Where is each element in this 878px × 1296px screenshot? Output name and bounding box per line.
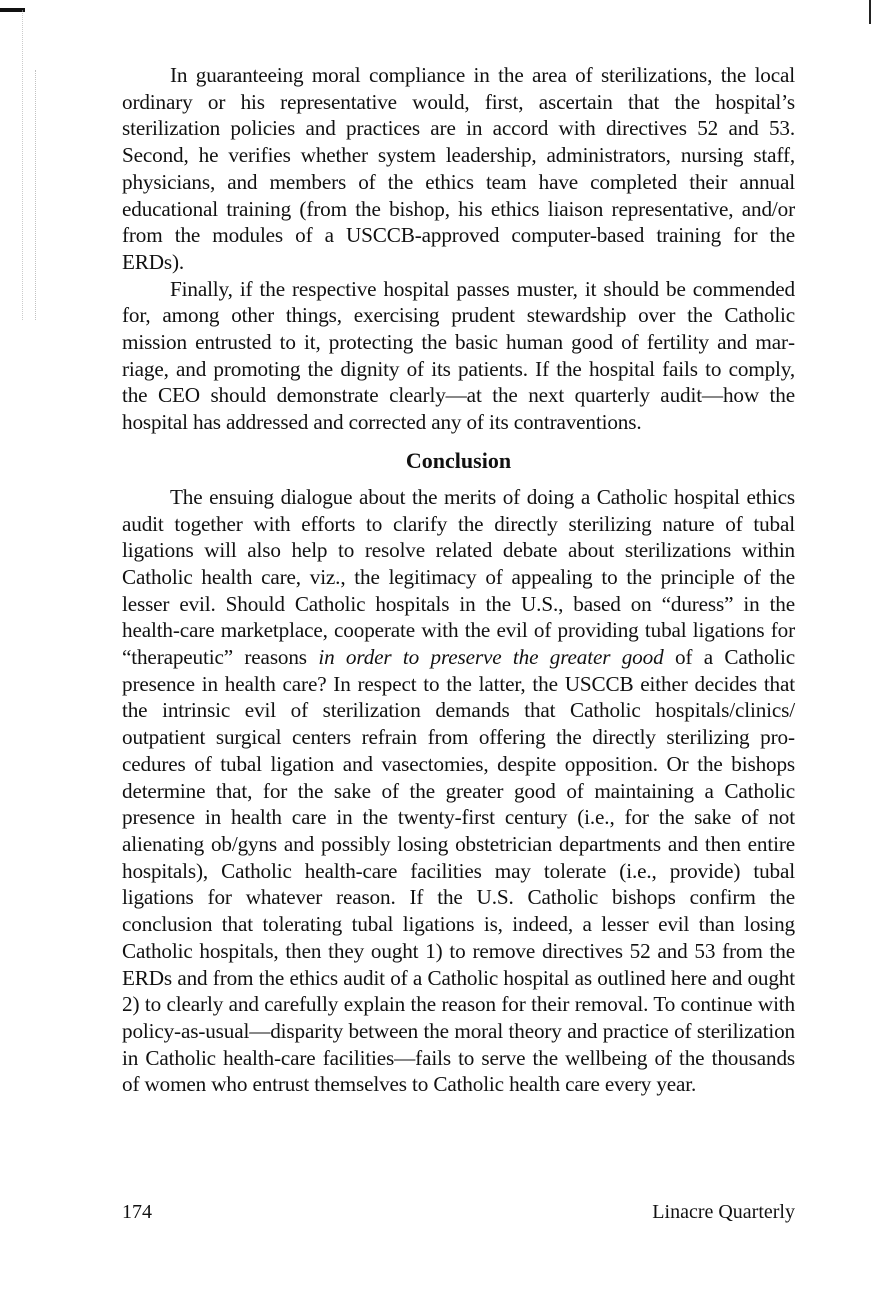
page-footer [122, 1200, 795, 1224]
paragraph-hospital-commendation: Finally, if the respective hospital passes muster, it should be commended for, among other things, exercising prudent stewardship over the Catholic mission entrusted to it, protecting the basic human good of fertility and marriage, and promoting the dignity of its patients. If the hospital fails to comply, the CEO should demonstrate clearly—at the next quarterly audit—how the hospital has addressed and corrected any of its contraventions. [122, 276, 795, 435]
conclusion-text-part-2: of a Catholic presence in health care? In respect to the latter, the USCCB either decides that the intrinsic evil of sterilization demands that Catholic hospitals/clinics/​outpatient surgical centers refrain from offering the directly sterilizing procedures of tubal ligation and vasectomies, despite opposition. Or the bishops determine that, for the sake of the greater good of maintaining a Catholic presence in health care in the twenty-first century (i.e., for the sake of not alienating ob/gyns and possibly losing obstetrician departments and then entire hospitals), Catholic health-care facilities may tolerate (i.e., provide) tubal ligations for whatever reason. If the U.S. Catholic bishops confirm the conclusion that tolerating tubal ligations is, indeed, a lesser evil than losing Catholic hospitals, then they ought 1) to remove directives 52 and 53 from the ERDs and from the ethics audit of a Catholic hospital as outlined here and ought 2) to clearly and carefully explain the reason for their removal. To continue with policy-as-usual—disparity between the moral theory and practice of sterilization in Catholic health-care facilities—fails to serve the wellbeing of the thousands of women who entrust themselves to Catholic health care every year. [122, 645, 795, 1097]
conclusion-italic-phrase: in order to preserve the greater good [318, 645, 664, 670]
paragraph-conclusion [122, 484, 795, 1098]
section-heading-conclusion: Conclusion [405, 447, 512, 473]
conclusion-text-part-1: The ensuing dialogue about the merits of doing a Catholic hospital ethics audit together with efforts to clarify the directly sterilizing nature of tubal ligations will also help to resolve related debate about sterilizations within Catholic health care, viz., the legitimacy of appealing to the principle of the lesser evil. Should Catholic hospitals in the U.S., based on “duress” in the health-care marketplace, cooperate with the evil of providing tubal ligations for “therapeutic” reasons [122, 484, 795, 670]
scan-artifact-dots [22, 10, 43, 320]
journal-title: Linacre Quarterly [652, 1201, 795, 1223]
paragraph-moral-compliance: In guaranteeing moral compliance in the area of sterilizations, the local ordinary or his representative would, first, ascertain that the hospital’s sterilization policies and practices are in accord with directives 52 and 53. Second, he verifies whether system leadership, administrators, nursing staff, physicians, and members of the ethics team have completed their annual educational training (from the bishop, his ethics liaison representative, and/​or from the modules of a USCCB-approved computer-based training for the ERDs). [122, 63, 795, 274]
scan-artifact-corner-mark [869, 0, 871, 24]
page-number: 174 [122, 1201, 152, 1223]
page-body [122, 62, 795, 1098]
scan-artifact-dots-secondary [35, 70, 38, 320]
